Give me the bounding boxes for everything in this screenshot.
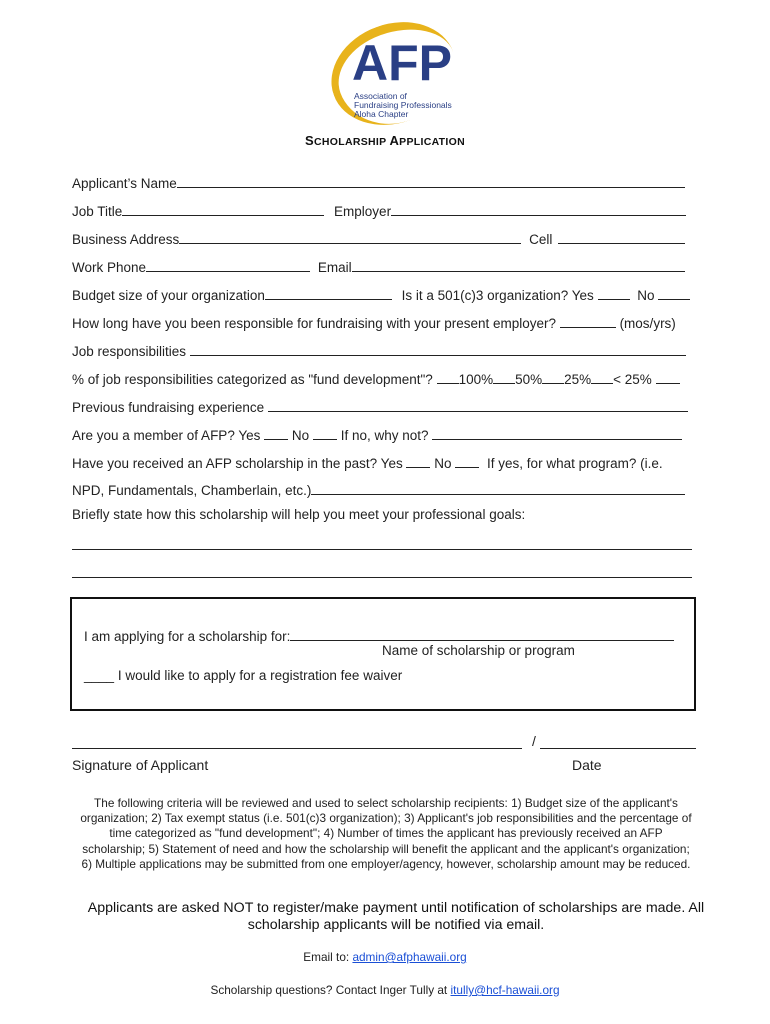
email-label: Email — [317, 260, 352, 275]
work-phone-field[interactable] — [146, 258, 310, 272]
logo-acronym: AFP — [352, 35, 452, 91]
cell-label: Cell — [529, 232, 553, 247]
budget-size-label: Budget size of your organization — [72, 288, 265, 303]
scholarship-choice-box — [70, 597, 696, 711]
received-yes-field[interactable] — [406, 454, 430, 468]
notice-paragraph: Applicants are asked NOT to register/make payment until notification of scholarships are made. All scholarship applicants will be notified via email. — [87, 900, 705, 933]
501c3-yes-field[interactable] — [598, 286, 630, 300]
pct-25-label: 25% — [564, 372, 592, 387]
pct-100-field[interactable] — [437, 370, 459, 384]
signature-lines — [72, 735, 698, 755]
cell-field[interactable] — [558, 230, 685, 244]
questions-prefix: Scholarship questions? Contact Inger Tully at — [210, 983, 451, 997]
applicant-name-row — [72, 174, 685, 191]
pct-50-label: 50% — [515, 372, 543, 387]
goals-line-1 — [72, 536, 692, 553]
applying-for-label: I am applying for a scholarship for: — [84, 629, 291, 644]
employer-field[interactable] — [391, 202, 686, 216]
previous-experience-row — [72, 398, 688, 415]
member-afp-label: Are you a member of AFP? Yes — [72, 428, 261, 443]
mos-yrs-label: (mos/yrs) — [619, 316, 676, 331]
waiver-label: I would like to apply for a registration fee waiver — [117, 668, 403, 683]
logo-line-3: Aloha Chapter — [354, 109, 409, 119]
applicant-name-label: Applicant’s Name — [72, 176, 177, 191]
email-prefix: Email to: — [303, 950, 353, 964]
is-501c3-label: Is it a 501(c)3 organization? Yes — [401, 288, 594, 303]
if-no-label: If no, why not? — [340, 428, 429, 443]
date-field[interactable] — [540, 735, 696, 749]
business-address-field[interactable] — [179, 230, 521, 244]
employer-label: Employer — [334, 204, 392, 219]
briefly-state-label: Briefly state how this scholarship will help you meet your professional goals: — [72, 507, 526, 522]
goals-line-2 — [72, 564, 692, 581]
programs-label: NPD, Fundamentals, Chamberlain, etc.) — [72, 483, 312, 498]
pct-100-label: 100% — [458, 372, 494, 387]
name-of-program-label: Name of scholarship or program — [382, 643, 575, 658]
applying-for-row — [84, 627, 674, 644]
pct-lt25-label: < 25% — [613, 372, 652, 387]
date-slash: / — [532, 733, 536, 749]
work-phone-label: Work Phone — [72, 260, 147, 275]
job-responsibilities-field[interactable] — [190, 342, 686, 356]
afp-logo — [322, 24, 472, 124]
goals-field-2[interactable] — [72, 564, 692, 578]
pct-job-row — [72, 370, 680, 387]
member-no-field[interactable] — [313, 426, 337, 440]
pct-25-field[interactable] — [542, 370, 564, 384]
how-long-label: How long have you been responsible for fundraising with your present employer? — [72, 316, 557, 331]
501c3-no-label: No — [637, 288, 655, 303]
member-afp-row — [72, 426, 682, 443]
previous-experience-label: Previous fundraising experience — [72, 400, 265, 415]
pct-lt25-field[interactable] — [591, 370, 613, 384]
previous-experience-field[interactable] — [268, 398, 688, 412]
logo-line-2: Fundraising Professionals — [354, 100, 452, 110]
budget-size-field[interactable] — [265, 286, 392, 300]
business-address-label: Business Address — [72, 232, 180, 247]
if-no-field[interactable] — [432, 426, 682, 440]
applicant-name-field[interactable] — [177, 174, 685, 188]
programs-field[interactable] — [311, 481, 685, 495]
if-yes-label: If yes, for what program? (i.e. — [487, 456, 663, 471]
title-cholarship: CHOLARSHIP — [314, 136, 390, 148]
questions-contact-line — [0, 983, 770, 997]
member-yes-field[interactable] — [264, 426, 288, 440]
applying-for-field[interactable] — [290, 627, 674, 641]
date-label: Date — [572, 757, 602, 773]
job-title-label: Job Title — [72, 204, 123, 219]
title-pplication: PPLICATION — [399, 136, 465, 148]
business-address-row — [72, 230, 685, 247]
email-field[interactable] — [352, 258, 685, 272]
programs-row — [72, 481, 685, 498]
admin-email-link[interactable]: admin@afphawaii.org — [352, 950, 467, 964]
pct-lt25-blank[interactable] — [656, 370, 680, 384]
how-long-row — [72, 314, 676, 331]
questions-email-link[interactable]: itully@hcf-hawaii.org — [450, 983, 560, 997]
received-no-label: No — [434, 456, 452, 471]
briefly-state-row — [72, 507, 525, 522]
signature-field[interactable] — [72, 735, 522, 749]
title-a: A — [389, 133, 400, 148]
waiver-row — [84, 668, 402, 683]
received-scholarship-label: Have you received an AFP scholarship in the past? Yes — [72, 456, 403, 471]
received-no-field[interactable] — [455, 454, 479, 468]
budget-size-row — [72, 286, 690, 303]
work-phone-row — [72, 258, 685, 275]
501c3-no-field[interactable] — [658, 286, 690, 300]
received-scholarship-row — [72, 454, 663, 471]
title-s: S — [305, 133, 314, 148]
logo-subtitle — [354, 92, 452, 119]
pct-job-label: % of job responsibilities categorized as "fund development"? — [72, 372, 433, 387]
job-title-field[interactable] — [122, 202, 324, 216]
signature-label: Signature of Applicant — [72, 757, 209, 773]
criteria-paragraph: The following criteria will be reviewed and used to select scholarship recipients: 1) Budget size of the applicant's organization; 2) Tax exempt status (i.e. 501(c)3 organization); 3) Applicant's job responsibilities and the percentage of time categorized as "fund development"; 4) Number of times the applicant has previously received an AFP scholarship; 5) Statement of need and how the scholarship will benefit the applicant and the applicant's organization; 6) Multiple applications may be submitted from one employer/agency, however, scholarship amount may be reduced. — [80, 796, 692, 871]
job-responsibilities-row — [72, 342, 686, 359]
job-responsibilities-label: Job responsibilities — [72, 344, 187, 359]
how-long-field[interactable] — [560, 314, 616, 328]
page-title — [0, 133, 770, 148]
pct-50-field[interactable] — [493, 370, 515, 384]
logo-line-1: Association of — [354, 91, 407, 101]
goals-field-1[interactable] — [72, 536, 692, 550]
email-contact-line — [0, 950, 770, 964]
member-no-label: No — [291, 428, 310, 443]
waiver-blank[interactable]: ____ — [84, 668, 115, 683]
job-title-row — [72, 202, 686, 219]
